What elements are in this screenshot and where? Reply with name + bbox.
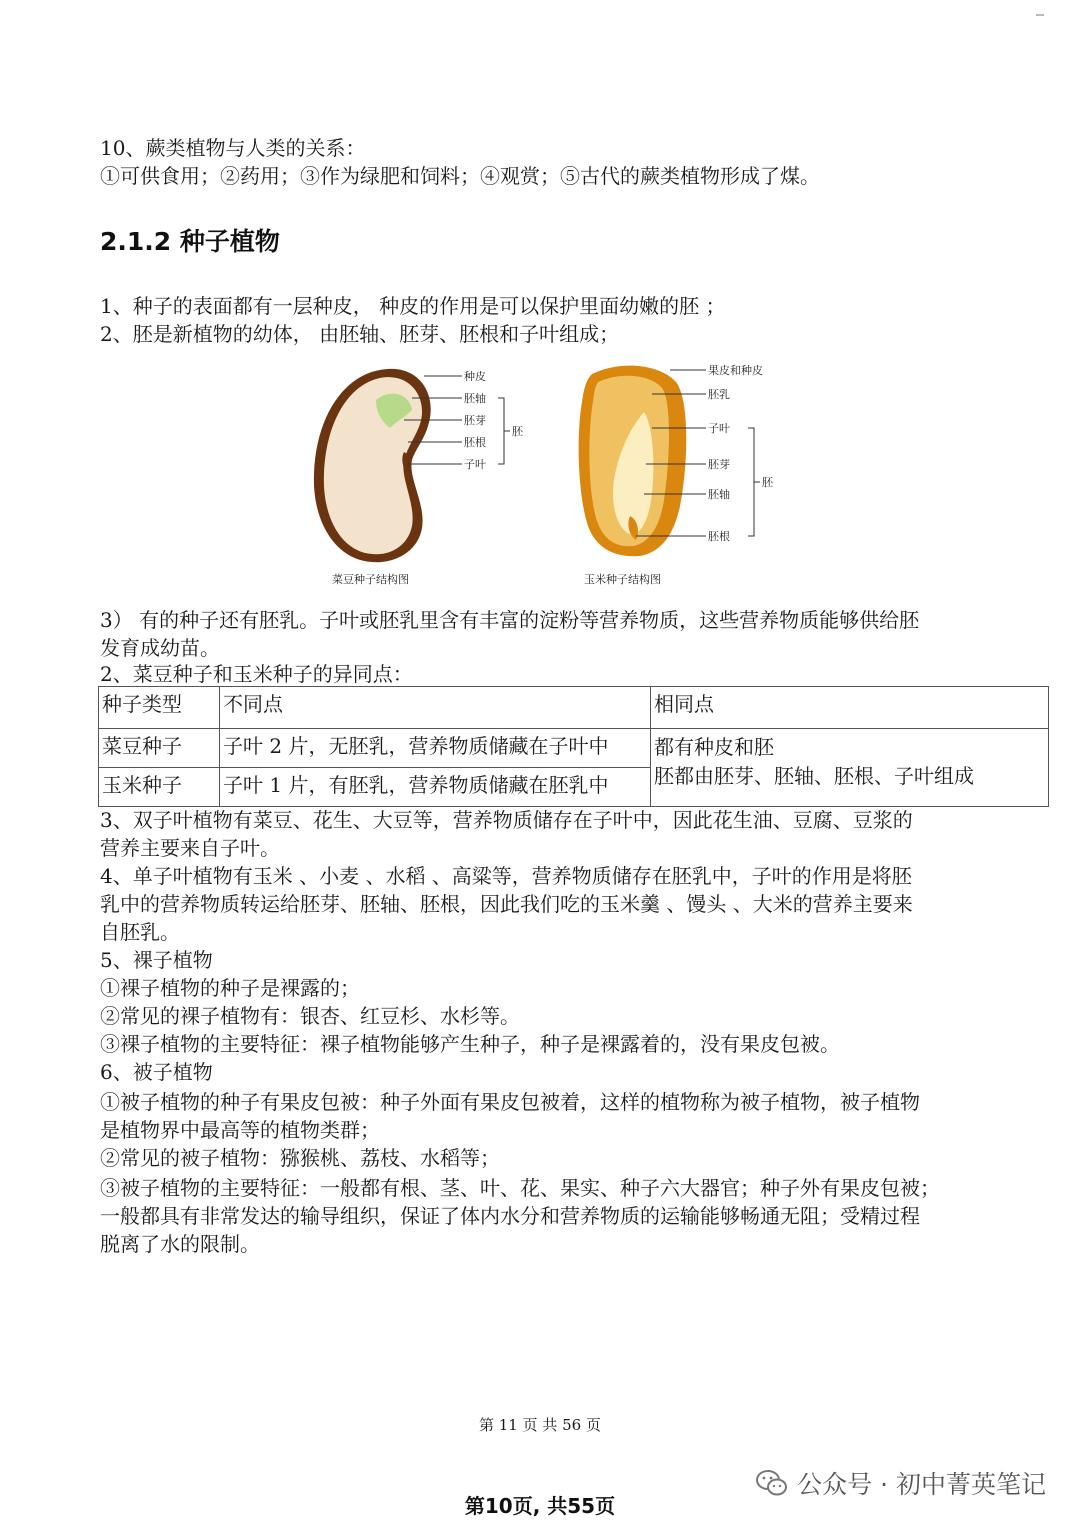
body-line-14: ③被子植物的主要特征：一般都有根、茎、叶、花、果实、种子六大器官；种子外有果皮包被； xyxy=(100,1176,940,1200)
table-row xyxy=(99,729,1049,768)
corn-label-6: 胚根 xyxy=(708,530,730,543)
bean-label-4: 胚根 xyxy=(464,436,486,449)
table-cell: 子叶 2 片，无胚乳，营养物质储藏在子叶中 xyxy=(220,729,651,768)
page-number: 第 11 页 共 56 页 xyxy=(478,1416,601,1434)
body-line-13: ②常见的被子植物：猕猴桃、荔枝、水稻等； xyxy=(100,1146,500,1170)
corn-seed-diagram xyxy=(579,363,774,586)
body-line-1: 3、双子叶植物有菜豆、花生、大豆等，营养物质储存在子叶中，因此花生油、豆腐、豆浆的 xyxy=(100,808,913,832)
body-line-9: ③裸子植物的主要特征：裸子植物能够产生种子，种子是裸露着的，没有果皮包被。 xyxy=(100,1032,840,1056)
body-line-11: ①被子植物的种子有果皮包被：种子外面有果皮包被着，这样的植物称为被子植物，被子植物 xyxy=(100,1090,920,1114)
body-line-5: 自胚乳。 xyxy=(100,920,180,944)
table-cell: 玉米种子 xyxy=(99,768,220,807)
corn-label-1: 果皮和种皮 xyxy=(708,364,763,377)
corn-group-label: 胚 xyxy=(762,476,773,489)
table-header-cell: 种子类型 xyxy=(99,687,220,729)
table-header-cell: 相同点 xyxy=(651,687,1049,729)
intro-line-2: 2、胚是新植物的幼体， 由胚轴、胚芽、胚根和子叶组成； xyxy=(100,322,620,346)
same-point-1: 都有种皮和胚 xyxy=(654,735,774,759)
body-line-12: 是植物界中最高等的植物类群； xyxy=(100,1118,380,1142)
bean-seed-diagram xyxy=(314,369,524,586)
watermark-text: 公众号 · 初中菁英笔记 xyxy=(797,1470,1046,1499)
intro-line-1: 1、种子的表面都有一层种皮， 种皮的作用是可以保护里面幼嫩的胚 ； xyxy=(100,294,726,318)
same-point-2: 胚都由胚芽、胚轴、胚根、子叶组成 xyxy=(654,764,974,788)
body-line-10: 6、被子植物 xyxy=(100,1060,213,1084)
corn-label-3: 子叶 xyxy=(708,422,730,435)
section-10-title: 10、蕨类植物与人类的关系： xyxy=(100,136,366,160)
table-header-row xyxy=(99,687,1049,729)
corn-label-2: 胚乳 xyxy=(708,388,730,401)
section-10-body: ①可供食用；②药用；③作为绿肥和饲料；④观赏；⑤古代的蕨类植物形成了煤。 xyxy=(100,164,820,188)
table-header-cell: 不同点 xyxy=(220,687,651,729)
bean-label-2: 胚轴 xyxy=(464,392,486,405)
body-line-7: ①裸子植物的种子是裸露的； xyxy=(100,976,360,1000)
body-line-8: ②常见的裸子植物有：银杏、红豆杉、水杉等。 xyxy=(100,1004,520,1028)
bean-label-1: 种皮 xyxy=(464,370,486,383)
body-line-6: 5、裸子植物 xyxy=(100,948,213,972)
para3-line-1: 3） 有的种子还有胚乳。子叶或胚乳里含有丰富的淀粉等营养物质，这些营养物质能够供给胚 xyxy=(100,608,920,632)
para3-line-2: 发育成幼苗。 xyxy=(100,636,220,660)
section-heading: 2.1.2 种子植物 xyxy=(100,227,280,256)
corn-label-4: 胚芽 xyxy=(708,458,730,471)
seed-structure-figure xyxy=(300,356,800,592)
body-line-15: 一般都具有非常发达的输导组织，保证了体内水分和营养物质的运输能够畅通无阻；受精过程 xyxy=(100,1204,920,1228)
corn-label-5: 胚轴 xyxy=(708,488,730,501)
bean-label-3: 胚芽 xyxy=(464,414,486,427)
body-line-3: 4、单子叶植物有玉米 、小麦 、水稻 、高粱等，营养物质储存在胚乳中，子叶的作用是将胚 xyxy=(100,864,912,888)
compare-title: 2、菜豆种子和玉米种子的异同点： xyxy=(100,662,413,686)
table-cell: 菜豆种子 xyxy=(99,729,220,768)
scan-mark xyxy=(1036,14,1044,16)
body-line-2: 营养主要来自子叶。 xyxy=(100,836,280,860)
body-line-16: 脱离了水的限制。 xyxy=(100,1232,260,1256)
table-same-cell xyxy=(651,729,1049,807)
bean-caption: 菜豆种子结构图 xyxy=(332,573,409,586)
bean-group-label: 胚 xyxy=(512,425,523,438)
body-line-4: 乳中的营养物质转运给胚芽、胚轴、胚根，因此我们吃的玉米羹 、馒头 、大米的营养主要来 xyxy=(100,892,913,916)
corn-caption: 玉米种子结构图 xyxy=(584,573,661,586)
comparison-table xyxy=(98,686,1049,807)
footer-page-note: 第10页, 共55页 xyxy=(464,1494,616,1518)
bean-label-5: 子叶 xyxy=(464,458,486,471)
table-cell: 子叶 1 片，有胚乳，营养物质储藏在胚乳中 xyxy=(220,768,651,807)
